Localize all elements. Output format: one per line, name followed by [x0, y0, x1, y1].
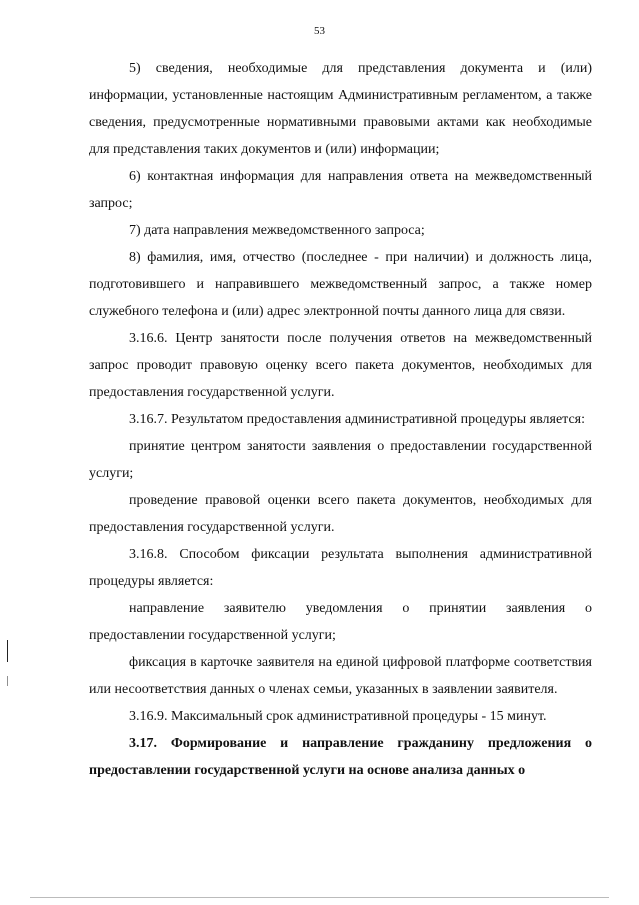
paragraph: 3.16.7. Результатом предоставления административной процедуры является: [129, 412, 585, 427]
paragraph: 3.16.8. Способом фиксации результата выполнения административной процедуры является: [89, 547, 592, 589]
section-heading: 3.17. Формирование и направление гражданину предложения о предоставлении государственной услуги на основе анализа данных о [89, 736, 592, 778]
paragraph: 5) сведения, необходимые для представления документа и (или) информации, установленные настоящим Административным регламентом, а также сведения, предусмотренные нормативными правовыми актами как необходимые для представления таких документов и (или) информации; [89, 61, 592, 157]
paragraph: 3.16.6. Центр занятости после получения ответов на межведомственный запрос проводит правовую оценку всего пакета документов, необходимых для предоставления государственной услуги. [89, 331, 592, 400]
scan-edge-mark [7, 676, 8, 686]
scan-bottom-edge [30, 897, 609, 898]
paragraph: направление заявителю уведомления о принятии заявления о предоставлении государственной услуги; [89, 601, 592, 643]
page-number: 53 [314, 25, 325, 37]
scan-edge-mark [7, 640, 8, 662]
paragraph: 3.16.9. Максимальный срок административной процедуры - 15 минут. [129, 709, 547, 724]
paragraph: проведение правовой оценки всего пакета документов, необходимых для предоставления государственной услуги. [89, 493, 592, 535]
paragraph: фиксация в карточке заявителя на единой цифровой платформе соответствия или несоответствия данных о членах семьи, указанных в заявлении заявителя. [89, 655, 592, 697]
paragraph: 6) контактная информация для направления ответа на межведомственный запрос; [89, 169, 592, 211]
paragraph: 7) дата направления межведомственного запроса; [129, 223, 425, 238]
paragraph: принятие центром занятости заявления о предоставлении государственной услуги; [89, 439, 592, 481]
document-body [89, 55, 592, 784]
paragraph: 8) фамилия, имя, отчество (последнее - при наличии) и должность лица, подготовившего и направившего межведомственный запрос, а также номер служебного телефона и (или) адрес электронной почты данного лица для связи. [89, 250, 592, 319]
